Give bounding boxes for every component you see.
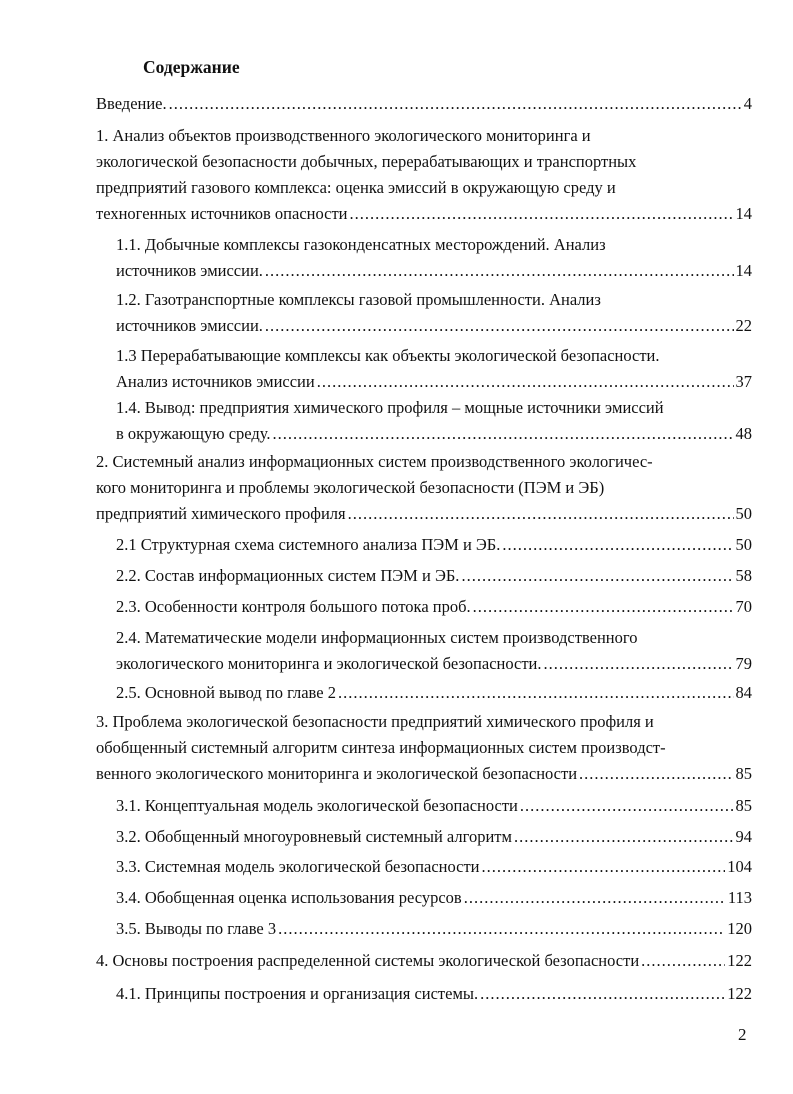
- toc-entry-section-2-3: [116, 594, 752, 620]
- dot-leader: [464, 885, 726, 911]
- dot-leader: [480, 981, 725, 1007]
- toc-entry-text: 3.2. Обобщенный многоуровневый системный алгоритм: [116, 827, 512, 846]
- toc-entry-line: 1.2. Газотранспортные комплексы газовой промышленности. Анализ: [116, 290, 601, 309]
- toc-entry-section-2-2: [116, 563, 752, 589]
- toc-entry-section-3-3: [116, 854, 752, 880]
- toc-page-number: 58: [735, 566, 752, 585]
- toc-entry-text: техногенных источников опасности: [96, 204, 348, 223]
- toc-entry-line: кого мониторинга и проблемы экологической безопасности (ПЭМ и ЭБ): [96, 478, 605, 497]
- toc-entry-text: источников эмиссии.: [116, 316, 263, 335]
- toc-page-number: 50: [735, 535, 752, 554]
- toc-entry-section-3-2: [116, 824, 752, 850]
- toc-entry-text: 3.1. Концептуальная модель экологической безопасности: [116, 796, 518, 815]
- toc-entry-section-1-4: [116, 395, 752, 447]
- toc-page-number: 22: [735, 316, 752, 335]
- toc-page-number: 84: [735, 683, 752, 702]
- dot-leader: [348, 501, 734, 527]
- dot-leader: [641, 948, 725, 974]
- dot-leader: [169, 91, 742, 117]
- toc-entry-chapter-1: [96, 123, 752, 227]
- toc-entry-text: 3.5. Выводы по главе 3: [116, 919, 277, 938]
- dot-leader: [520, 793, 734, 819]
- toc-entry-section-1-1: [116, 232, 752, 284]
- page-number: 2: [738, 1025, 747, 1044]
- dot-leader: [482, 854, 726, 880]
- toc-entry-line: 2.4. Математические модели информационных систем производственного: [116, 628, 638, 647]
- toc-page-number: 94: [735, 827, 752, 846]
- toc-entry-chapter-4: [96, 948, 752, 974]
- toc-page-number: 14: [735, 261, 752, 280]
- toc-entry-text: 3.4. Обобщенная оценка использования ресурсов: [116, 888, 462, 907]
- dot-leader: [473, 594, 734, 620]
- toc-entry-line: 2. Системный анализ информационных систем производственного экологичес-: [96, 452, 653, 471]
- toc-entry-text: 4. Основы построения распределенной системы экологической безопасности: [96, 951, 640, 970]
- dot-leader: [338, 680, 734, 706]
- toc-entry-section-2-4: [116, 625, 752, 677]
- dot-leader: [317, 369, 734, 395]
- dot-leader: [273, 421, 734, 447]
- toc-entry-text: 2.1 Структурная схема системного анализа ПЭМ и ЭБ.: [116, 535, 501, 554]
- toc-entry-text: 4.1. Принципы построения и организация системы.: [116, 984, 479, 1003]
- dot-leader: [544, 651, 734, 677]
- toc-page-number: 79: [735, 654, 752, 673]
- toc-entry-text: 2.2. Состав информационных систем ПЭМ и ЭБ.: [116, 566, 460, 585]
- toc-entry-line: предприятий газового комплекса: оценка эмиссий в окружающую среду и: [96, 178, 616, 197]
- toc-entry-text: экологического мониторинга и экологической безопасности.: [116, 654, 542, 673]
- toc-page-number: 120: [727, 919, 752, 938]
- dot-leader: [278, 916, 725, 942]
- toc-entry-line: 1. Анализ объектов производственного экологического мониторинга и: [96, 126, 591, 145]
- toc-entry-line: обобщенный системный алгоритм синтеза информационных систем производст-: [96, 738, 666, 757]
- toc-entry-line: экологической безопасности добычных, перерабатывающих и транспортных: [96, 152, 637, 171]
- toc-entry-section-3-5: [116, 916, 752, 942]
- toc-entry-section-2-5: [116, 680, 752, 706]
- toc-entry-section-3-4: [116, 885, 752, 911]
- toc-entry-section-2-1: [116, 532, 752, 558]
- toc-entry-section-1-3: [116, 343, 752, 395]
- toc-page-number: 122: [727, 951, 752, 970]
- toc-entry-line: 3. Проблема экологической безопасности предприятий химического профиля и: [96, 712, 654, 731]
- toc-page-number: 70: [735, 597, 752, 616]
- dot-leader: [265, 258, 734, 284]
- toc-page-number: 14: [735, 204, 752, 223]
- toc-entry-text: 3.3. Системная модель экологической безопасности: [116, 857, 480, 876]
- toc-entry-text: в окружающую среду.: [116, 424, 271, 443]
- dot-leader: [265, 313, 734, 339]
- toc-entry-text: предприятий химического профиля: [96, 504, 346, 523]
- toc-entry-text: венного экологического мониторинга и экологической безопасности: [96, 764, 578, 783]
- dot-leader: [514, 824, 734, 850]
- dot-leader: [502, 532, 733, 558]
- toc-entry-introduction: [96, 91, 752, 117]
- toc-entry-text: Анализ источников эмиссии: [116, 372, 315, 391]
- toc-page-number: 122: [727, 984, 752, 1003]
- toc-page-number: 4: [743, 94, 752, 113]
- dot-leader: [350, 201, 734, 227]
- toc-entry-section-3-1: [116, 793, 752, 819]
- toc-entry-text: источников эмиссии.: [116, 261, 263, 280]
- toc-entry-section-1-2: [116, 287, 752, 339]
- toc-page-number: 85: [735, 764, 752, 783]
- toc-entry-chapter-2: [96, 449, 752, 527]
- toc-entry-section-4-1: [116, 981, 752, 1007]
- toc-page-number: 104: [727, 857, 752, 876]
- dot-leader: [579, 761, 733, 787]
- toc-title: Содержание: [143, 57, 240, 77]
- toc-entry-text: Введение.: [96, 94, 167, 113]
- toc-page-number: 85: [735, 796, 752, 815]
- dot-leader: [461, 563, 733, 589]
- toc-page-number: 113: [727, 888, 752, 907]
- toc-page-number: 37: [735, 372, 752, 391]
- toc-page-number: 50: [735, 504, 752, 523]
- toc-entry-text: 2.3. Особенности контроля большого потока проб.: [116, 597, 471, 616]
- toc-entry-chapter-3: [96, 709, 752, 787]
- toc-entry-line: 1.4. Вывод: предприятия химического профиля – мощные источники эмиссий: [116, 398, 664, 417]
- toc-entry-text: 2.5. Основной вывод по главе 2: [116, 683, 336, 702]
- toc-page-number: 48: [735, 424, 752, 443]
- toc-entry-line: 1.1. Добычные комплексы газоконденсатных месторождений. Анализ: [116, 235, 606, 254]
- toc-entry-line: 1.3 Перерабатывающие комплексы как объекты экологической безопасности.: [116, 346, 660, 365]
